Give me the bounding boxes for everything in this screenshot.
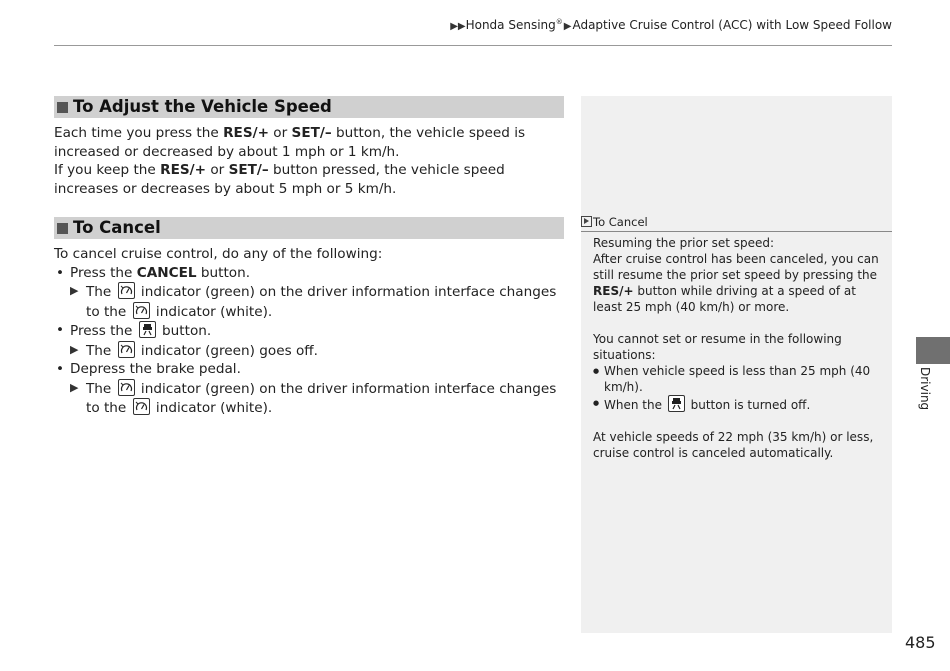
note-heading: To Cancel <box>581 215 892 232</box>
page-number: 485 <box>905 633 936 652</box>
acc-speedometer-icon <box>118 379 135 396</box>
cancel-sub-3: ▶ The indicator (green) on the driver information interface changes to the indicator (white). <box>70 380 557 416</box>
acc-speedometer-icon <box>133 398 150 415</box>
note-line-3: You cannot set or resume in the following situations: <box>593 332 842 362</box>
cancel-bullet-3: • Depress the brake pedal. <box>54 360 564 379</box>
breadcrumb-honda-sensing: Honda Sensing <box>465 18 556 32</box>
cancel-sub-2: ▶ The indicator (green) goes off. <box>70 342 318 359</box>
cancel-sub-1: ▶ The indicator (green) on the driver information interface changes to the indicator (white). <box>70 284 557 320</box>
note-line-4: At vehicle speeds of 22 mph (35 km/h) or less, cruise control is canceled automatically. <box>593 430 874 460</box>
acc-car-button-icon <box>668 395 685 412</box>
breadcrumb-acc: Adaptive Cruise Control (ACC) with Low Speed Follow <box>572 18 892 32</box>
acc-speedometer-icon <box>133 302 150 319</box>
chapter-tab <box>916 337 950 364</box>
result-arrow-icon: ▶ <box>70 380 79 394</box>
section-title: To Cancel <box>73 218 161 237</box>
breadcrumb <box>54 18 892 32</box>
header-rule <box>54 45 892 46</box>
registered-mark: ® <box>555 18 563 26</box>
section-square-icon <box>57 223 68 234</box>
breadcrumb-arrow-icon: ▶ <box>563 21 572 32</box>
section-title: To Adjust the Vehicle Speed <box>73 97 332 116</box>
breadcrumb-arrow-icon: ▶▶ <box>450 21 466 32</box>
cancel-bullet-2: • Press the button. <box>54 321 564 341</box>
result-arrow-icon: ▶ <box>70 284 79 297</box>
result-arrow-icon: ▶ <box>70 342 79 356</box>
acc-speedometer-icon <box>118 341 135 358</box>
note-bullet-2: ● When the button is turned off. <box>593 395 885 413</box>
cancel-body <box>54 245 564 418</box>
acc-speedometer-icon <box>118 282 135 299</box>
adjust-paragraph-1: Each time you press the RES/+ or SET/– button, the vehicle speed is increased or decreased by about 1 mph or 1 km/h. <box>54 125 526 160</box>
section-square-icon <box>57 102 68 113</box>
note-body <box>593 235 885 461</box>
note-reference-icon <box>581 216 592 227</box>
cancel-bullet-1: • Press the CANCEL button. <box>54 264 564 283</box>
adjust-paragraph-2: If you keep the RES/+ or SET/– button pressed, the vehicle speed increases or decreases by about 5 mph or 5 km/h. <box>54 162 505 197</box>
acc-car-button-icon <box>139 321 156 338</box>
section-heading-adjust <box>54 96 564 118</box>
chapter-label: Driving <box>918 367 932 411</box>
adjust-body <box>54 124 564 198</box>
note-line-1: Resuming the prior set speed: <box>593 236 775 250</box>
section-heading-cancel <box>54 217 564 239</box>
note-line-2: After cruise control has been canceled, you can still resume the prior set speed by pressing the RES/+ button while driving at a speed of at least 25 mph (40 km/h) or more. <box>593 252 879 314</box>
note-bullet-1: ● When vehicle speed is less than 25 mph (40 km/h). <box>593 363 885 395</box>
cancel-intro: To cancel cruise control, do any of the following: <box>54 246 383 262</box>
